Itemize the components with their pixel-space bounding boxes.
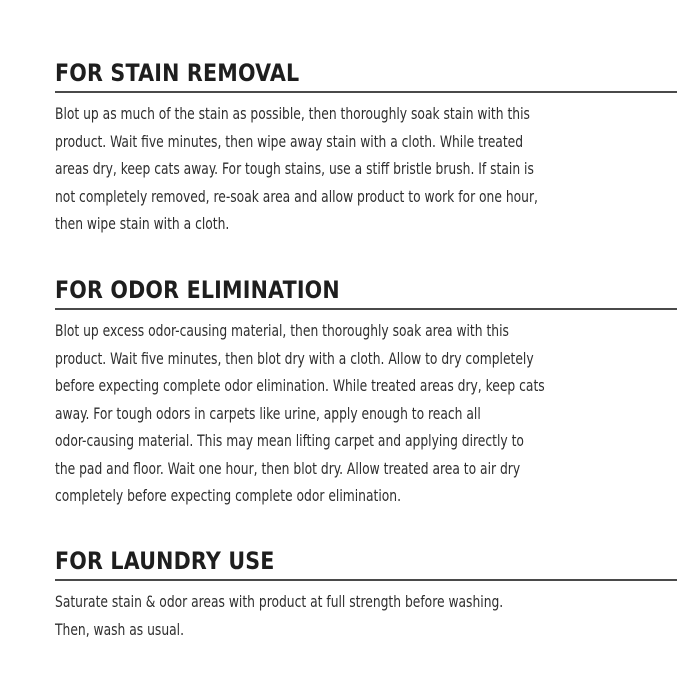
body-line: away. For tough odors in carpets like urine, apply enough to reach all xyxy=(55,403,481,423)
section-heading: FOR STAIN REMOVAL xyxy=(55,59,300,87)
body-line: Saturate stain & odor areas with product at full strength before washing. xyxy=(55,592,504,611)
section-body xyxy=(55,588,671,643)
heading-divider xyxy=(55,579,677,581)
body-line: product. Wait five minutes, then blot dry with a cloth. Allow to dry completely xyxy=(55,348,534,368)
heading-divider xyxy=(55,308,677,310)
body-line: not completely removed, re-soak area and allow product to work for one hour, xyxy=(55,186,538,206)
section-laundry-use xyxy=(55,546,677,643)
body-line: the pad and floor. Wait one hour, then blot dry. Allow treated area to air dry xyxy=(55,458,521,478)
section-odor-elimination xyxy=(55,275,677,510)
heading-divider xyxy=(55,91,677,93)
body-line: Then, wash as usual. xyxy=(55,619,184,639)
section-body xyxy=(55,100,671,238)
body-line: before expecting complete odor elimination. While treated areas dry, keep cats xyxy=(55,376,545,395)
body-line: odor-causing material. This may mean lifting carpet and applying directly to xyxy=(55,431,524,450)
section-stain-removal xyxy=(55,58,677,238)
section-heading: FOR LAUNDRY USE xyxy=(55,547,275,575)
section-heading: FOR ODOR ELIMINATION xyxy=(55,276,340,304)
body-line: then wipe stain with a cloth. xyxy=(55,214,230,233)
body-line: Blot up as much of the stain as possible, then thoroughly soak stain with this xyxy=(55,104,530,123)
body-line: Blot up excess odor-causing material, then thoroughly soak area with this xyxy=(55,321,509,340)
body-line: areas dry, keep cats away. For tough stains, use a stiff bristle brush. If stain is xyxy=(55,159,534,178)
body-line: completely before expecting complete odor elimination. xyxy=(55,486,402,505)
body-line: product. Wait five minutes, then wipe away stain with a cloth. While treated xyxy=(55,131,524,151)
section-body xyxy=(55,317,671,510)
